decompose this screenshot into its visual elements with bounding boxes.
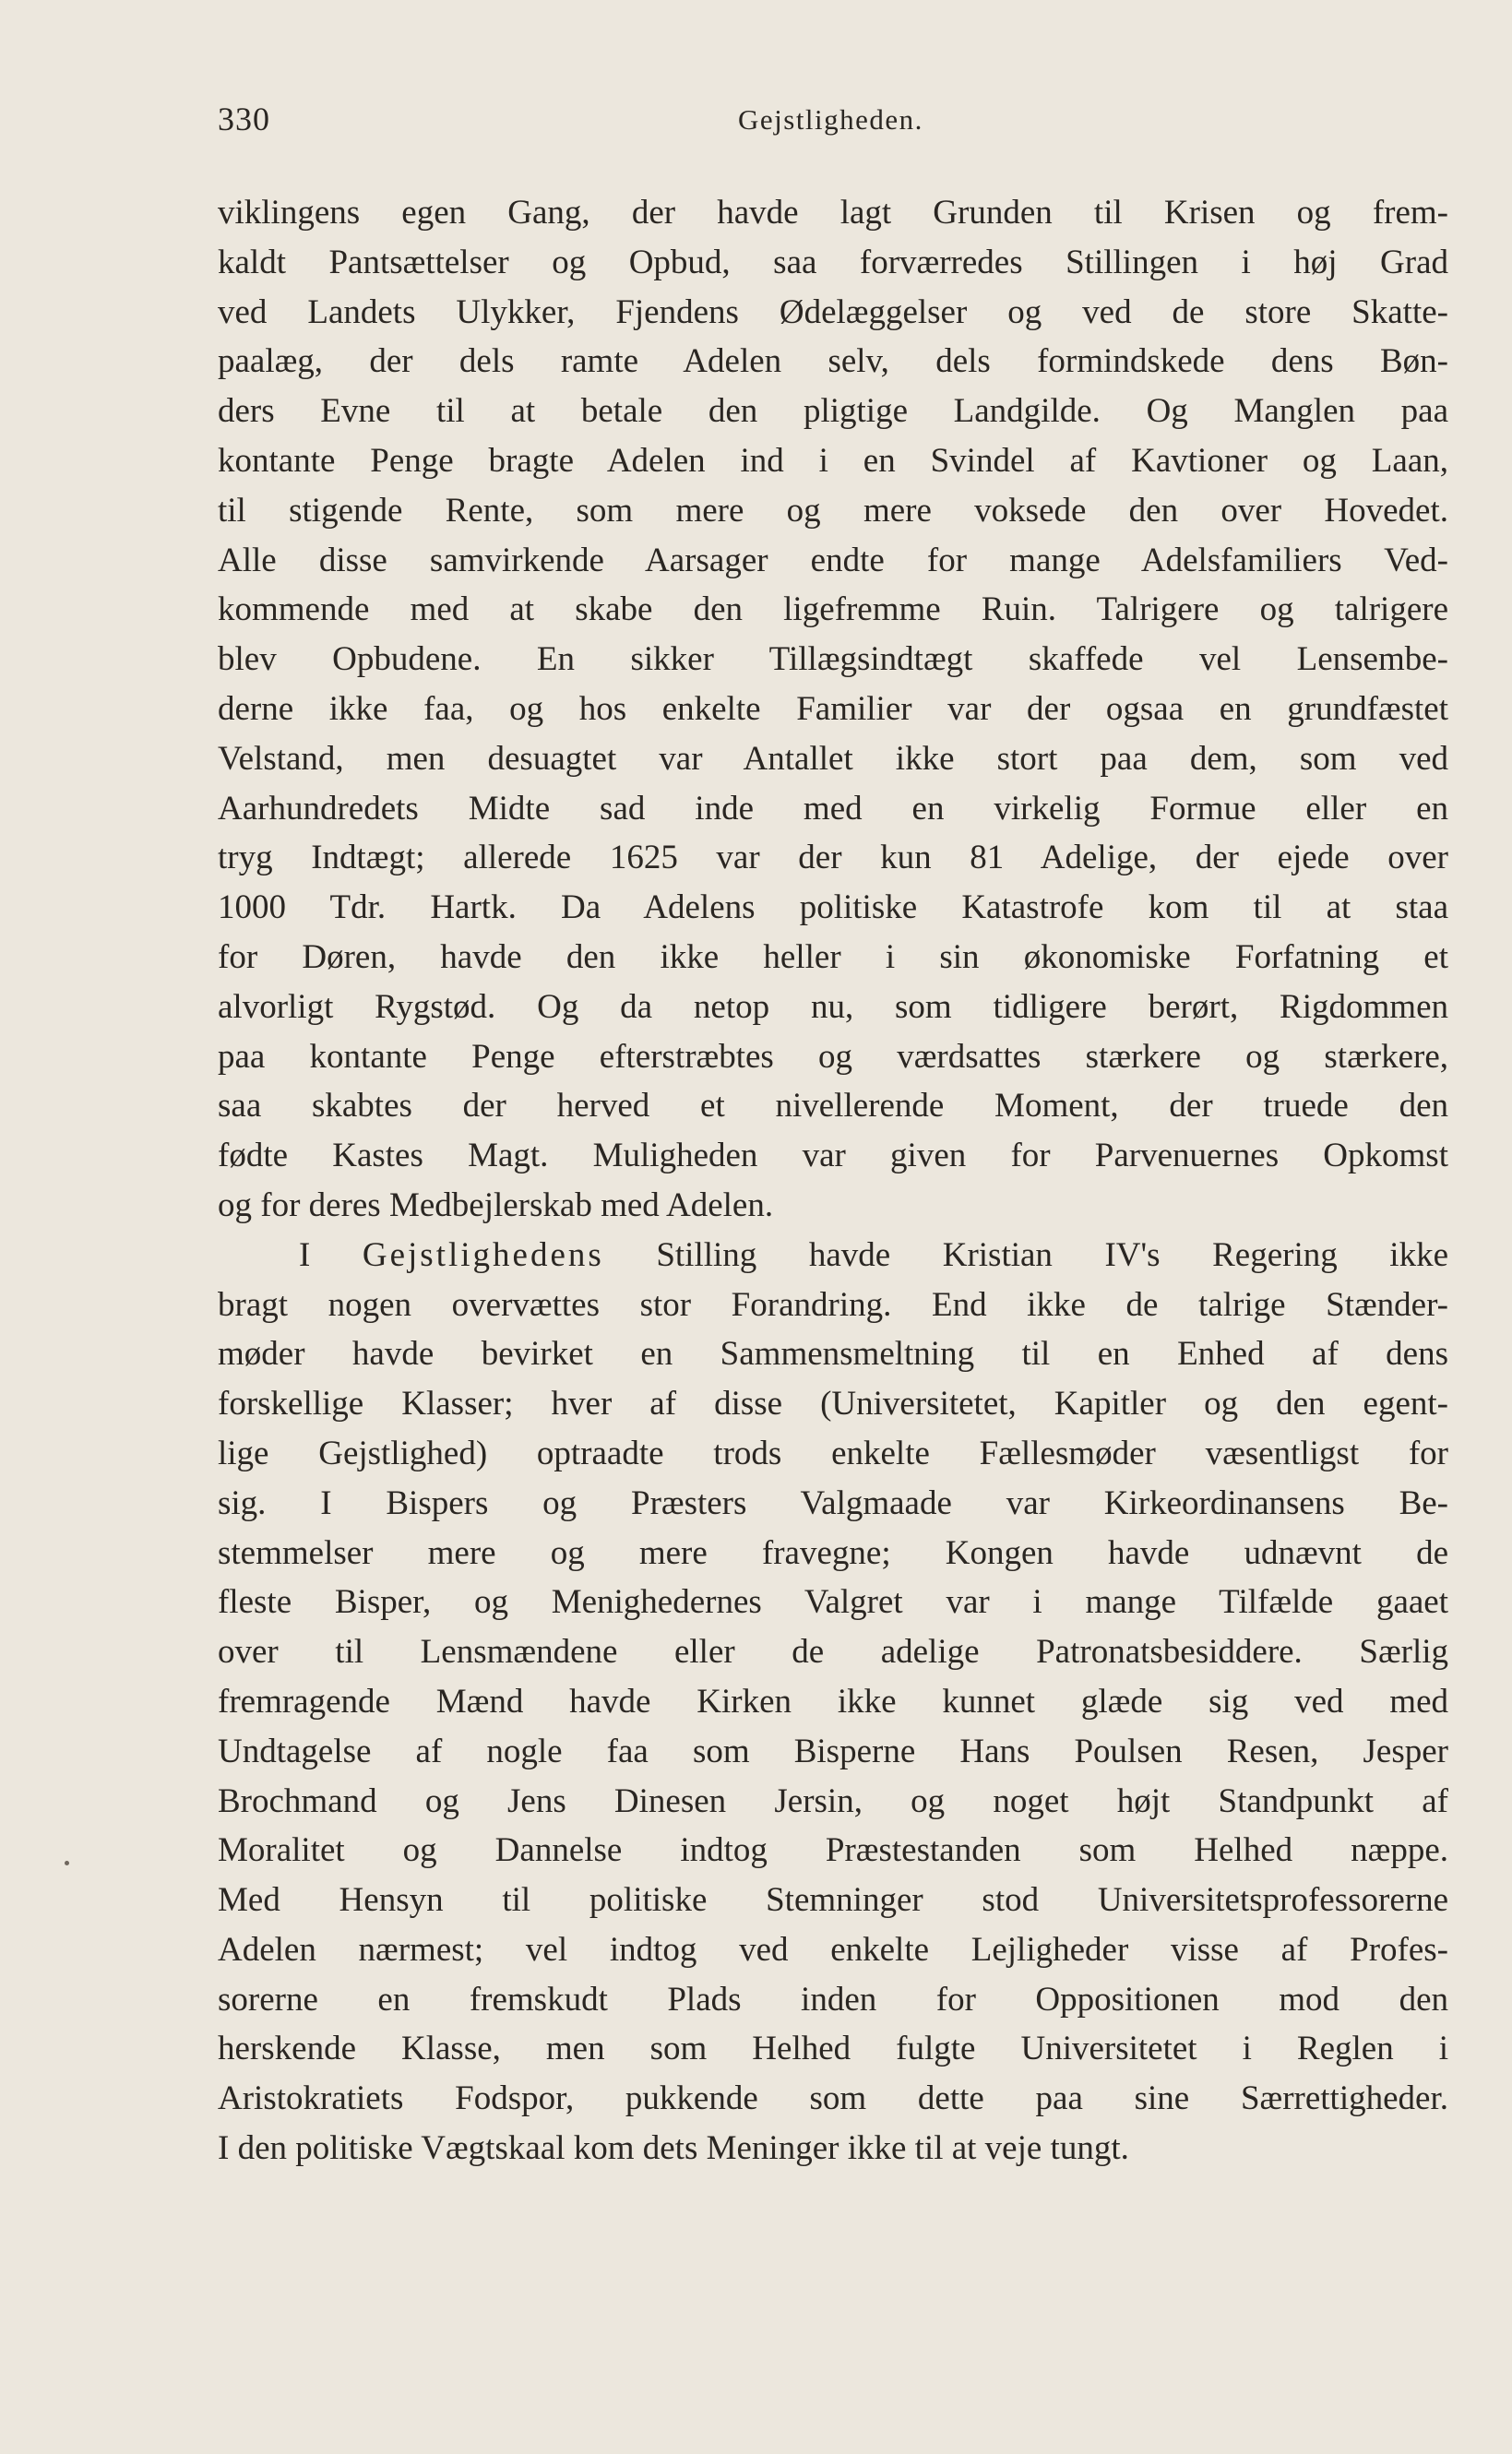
text-line: og for deres Medbejlerskab med Adelen.: [218, 1185, 774, 1224]
text-line: bragt nogen overvættes stor Forandring. End ikke de talrige Stænder-: [218, 1285, 1448, 1324]
text-line: til stigende Rente, som mere og mere voksede den over Hovedet.: [218, 491, 1448, 530]
running-head: [218, 100, 1448, 146]
text-line: herskende Klasse, men som Helhed fulgte Universitetet i Reglen i: [218, 2030, 1448, 2068]
page-number: 330: [218, 101, 270, 137]
text-line: fremragende Mænd havde Kirken ikke kunnet glæde sig ved med: [218, 1682, 1448, 1721]
text-line: Velstand, men desuagtet var Antallet ikke stort paa dem, som ved: [218, 739, 1448, 778]
text-line: blev Opbudene. En sikker Tillægsindtægt skaffede vel Lensembe-: [218, 640, 1448, 679]
text-line: sig. I Bispers og Præsters Valgmaade var Kirkeordinansens Be-: [218, 1483, 1448, 1522]
text-line: alvorligt Rygstød. Og da netop nu, som tidligere berørt, Rigdommen: [218, 987, 1448, 1026]
paragraph-2: [218, 1231, 1448, 2174]
text-line: sorerne en fremskudt Plads inden for Oppositionen mod den: [218, 1980, 1448, 2019]
text-line: Aarhundredets Midte sad inde med en virkelig Formue eller en: [218, 789, 1448, 828]
text-line: [218, 1231, 1448, 1281]
text-line: lige Gejstlighed) optraadte trods enkelte Fællesmøder væsentligst for: [218, 1434, 1448, 1472]
text-line: kommende med at skabe den ligefremme Ruin. Talrigere og talrigere: [218, 590, 1448, 629]
text-run: I: [299, 1235, 363, 1274]
text-line: stemmelser mere og mere fravegne; Kongen havde udnævnt de: [218, 1533, 1448, 1572]
text-line: paalæg, der dels ramte Adelen selv, dels formindskede dens Bøn-: [218, 342, 1448, 381]
text-line: Brochmand og Jens Dinesen Jersin, og noget højt Standpunkt af: [218, 1781, 1448, 1820]
text-line: I den politiske Vægtskaal kom dets Meninger ikke til at veje tungt.: [218, 2129, 1129, 2168]
text-line: Moralitet og Dannelse indtog Præstestanden som Helhed næppe.: [218, 1831, 1448, 1870]
text-line: Adelen nærmest; vel indtog ved enkelte Lejligheder visse af Profes-: [218, 1930, 1448, 1969]
text-line: Alle disse samvirkende Aarsager endte for mange Adelsfamiliers Ved-: [218, 541, 1448, 579]
text-line: møder havde bevirket en Sammensmeltning til en Enhed af dens: [218, 1335, 1448, 1374]
spaced-emphasis: Gejstlighedens: [362, 1235, 604, 1274]
text-line: fleste Bisper, og Menighedernes Valgret var i mange Tilfælde gaaet: [218, 1583, 1448, 1622]
text-line: over til Lensmændene eller de adelige Patronatsbesiddere. Særlig: [218, 1633, 1448, 1672]
running-title: Gejstligheden.: [738, 103, 923, 136]
text-line: kontante Penge bragte Adelen ind i en Svindel af Kavtioner og Laan,: [218, 441, 1448, 480]
text-line: Undtagelse af nogle faa som Bisperne Hans Poulsen Resen, Jesper: [218, 1732, 1448, 1770]
text-line: ved Landets Ulykker, Fjendens Ødelæggelser og ved de store Skatte-: [218, 292, 1448, 331]
paragraph-1: [218, 188, 1448, 1231]
text-line: paa kontante Penge efterstræbtes og værdsattes stærkere og stærkere,: [218, 1037, 1448, 1076]
text-line: 1000 Tdr. Hartk. Da Adelens politiske Katastrofe kom til at staa: [218, 888, 1448, 927]
text-line: Aristokratiets Fodspor, pukkende som dette paa sine Særrettigheder.: [218, 2079, 1448, 2118]
text-line: for Døren, havde den ikke heller i sin økonomiske Forfatning et: [218, 937, 1448, 976]
text-line: kaldt Pantsættelser og Opbud, saa forværredes Stillingen i høj Grad: [218, 243, 1448, 281]
text-line: fødte Kastes Magt. Muligheden var given for Parvenuernes Opkomst: [218, 1137, 1448, 1175]
text-line: saa skabtes der herved et nivellerende Moment, der truede den: [218, 1087, 1448, 1126]
text-line: tryg Indtægt; allerede 1625 var der kun 81 Adelige, der ejede over: [218, 839, 1448, 877]
text-line: viklingens egen Gang, der havde lagt Grunden til Krisen og frem-: [218, 194, 1448, 232]
text-run: Stilling havde Kristian IV's Regering ikke: [603, 1235, 1448, 1274]
text-line: forskellige Klasser; hver af disse (Universitetet, Kapitler og den egent-: [218, 1385, 1448, 1424]
text-line: ders Evne til at betale den pligtige Landgilde. Og Manglen paa: [218, 392, 1448, 431]
body-text: [218, 188, 1448, 2174]
text-line: Med Hensyn til politiske Stemninger stod Universitetsprofessorerne: [218, 1881, 1448, 1920]
text-line: derne ikke faa, og hos enkelte Familier var der ogsaa en grundfæstet: [218, 689, 1448, 728]
margin-speck: [65, 1861, 69, 1865]
